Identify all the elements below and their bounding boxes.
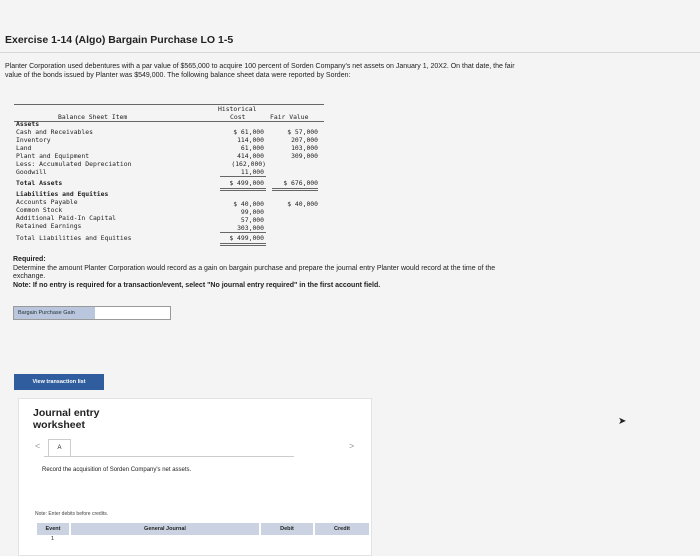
required-text: Determine the amount Planter Corporation would record as a gain on bargain purchase and prepare the journal entry Planter would record at the time of the exchange. — [13, 264, 496, 280]
row-label: Goodwill — [16, 168, 47, 176]
row-label: Plant and Equipment — [16, 152, 90, 160]
row-hist: $ 499,000 — [229, 179, 264, 187]
row-hist: 99,000 — [240, 208, 264, 216]
tab-bargain-purchase-gain[interactable]: Bargain Purchase Gain — [14, 307, 95, 319]
title-divider — [0, 52, 700, 53]
worksheet-instruction: Record the acquisition of Sorden Company's net assets. — [42, 467, 192, 473]
row-fair: 103,000 — [291, 144, 318, 152]
col-header-fair-value: Fair Value — [270, 113, 309, 121]
subtotal-rule — [220, 176, 266, 177]
col-header-historical: Historical — [218, 105, 257, 113]
row-label: Accounts Payable — [16, 198, 78, 206]
liabilities-heading: Liabilities and Equities — [16, 190, 109, 198]
assets-heading: Assets — [16, 120, 40, 128]
double-rule — [272, 188, 318, 191]
tab-bar — [13, 306, 171, 320]
required-heading: Required: — [13, 256, 46, 263]
row-hist: $ 40,000 — [233, 200, 264, 208]
col-header-debit: Debit — [261, 523, 313, 535]
journal-entry-worksheet — [18, 398, 372, 556]
row-fair: 309,000 — [291, 152, 318, 160]
row-label: Cash and Receivables — [16, 128, 93, 136]
subtotal-rule — [220, 232, 266, 233]
row-hist: 61,000 — [240, 144, 264, 152]
page-title: Exercise 1-14 (Algo) Bargain Purchase LO 1-5 — [5, 34, 234, 46]
step-tab-a[interactable]: A — [48, 439, 71, 456]
worksheet-title-line-1: Journal entry — [33, 407, 100, 419]
double-rule — [220, 188, 266, 191]
row-fair: $ 40,000 — [287, 200, 318, 208]
row-hist: 114,000 — [237, 136, 264, 144]
table-top-rule — [14, 104, 324, 105]
required-section — [13, 256, 523, 290]
row-hist: 57,000 — [240, 216, 264, 224]
row-hist: $ 61,000 — [233, 128, 264, 136]
row-hist: 11,000 — [240, 168, 264, 176]
header-rule — [14, 121, 324, 122]
row-fair: 207,000 — [291, 136, 318, 144]
row-label: Additional Paid-In Capital — [16, 214, 117, 222]
row-label: Common Stock — [16, 206, 63, 214]
col-header-general-journal: General Journal — [71, 523, 259, 535]
row-hist: 303,000 — [237, 224, 264, 232]
view-transaction-list-button[interactable]: View transaction list — [14, 374, 104, 390]
row-fair: $ 57,000 — [287, 128, 318, 136]
col-header-credit: Credit — [315, 523, 369, 535]
double-rule — [220, 243, 266, 246]
row-label: Inventory — [16, 136, 51, 144]
problem-intro: Planter Corporation used debentures with a par value of $565,000 to acquire 100 percent of Sorden Company's net assets on January 1, 20X2. On that date, the fair value of the bonds issued by Planter was $549,000. The following balance sheet data were reported by Sorden: — [5, 63, 515, 79]
balance-sheet-table — [14, 104, 324, 245]
chevron-left-icon[interactable]: < — [35, 441, 41, 451]
col-header-event: Event — [37, 523, 69, 535]
row-label: Total Assets — [16, 179, 63, 187]
event-number: 1 — [51, 536, 55, 542]
row-label: Less: Accumulated Depreciation — [16, 160, 132, 168]
row-label: Total Liabilities and Equities — [16, 234, 132, 242]
row-label: Land — [16, 144, 32, 152]
row-hist: 414,000 — [237, 152, 264, 160]
row-fair: $ 676,000 — [283, 179, 318, 187]
mouse-cursor-icon: ➤ — [618, 416, 627, 427]
row-hist: $ 499,000 — [229, 234, 264, 242]
worksheet-title-line-2: worksheet — [33, 419, 85, 431]
row-label: Retained Earnings — [16, 222, 82, 230]
col-header-item: Balance Sheet Item — [58, 113, 128, 121]
worksheet-title — [33, 407, 100, 431]
worksheet-note: Note: Enter debits before credits. — [35, 511, 109, 517]
step-divider — [44, 456, 294, 457]
required-note: Note: If no entry is required for a transaction/event, select "No journal entry required" in the first account field. — [13, 281, 381, 289]
row-hist: (162,000) — [231, 160, 266, 168]
col-header-cost: Cost — [230, 113, 246, 121]
chevron-right-icon[interactable]: > — [349, 441, 355, 451]
